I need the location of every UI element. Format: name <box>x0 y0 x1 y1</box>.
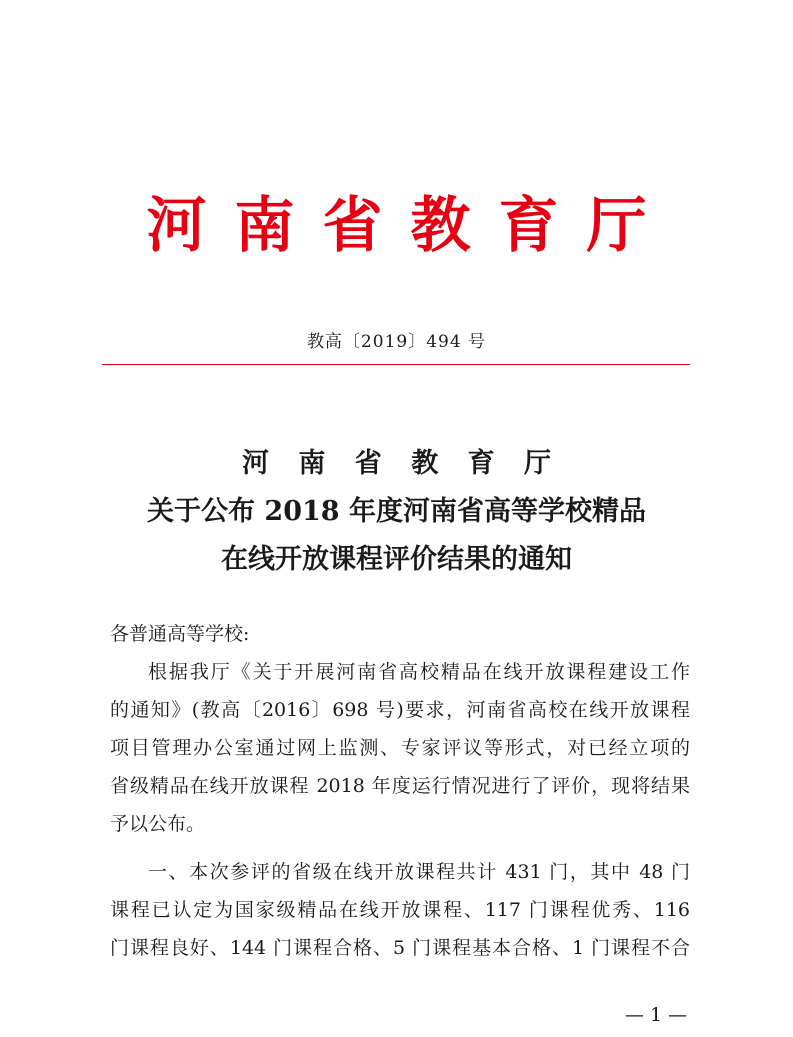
title-line-subject: 关于公布 2018 年度河南省高等学校精品 <box>147 496 646 527</box>
paragraph-1-line: 予以公布。 <box>110 813 206 835</box>
masthead-red-rule <box>102 364 690 365</box>
paragraph-2 <box>110 853 690 967</box>
title-line-subject-cont: 在线开放课程评价结果的通知 <box>221 544 572 575</box>
title-line-issuer: 河 南 省 教 育 厅 <box>242 448 561 479</box>
document-number: 教高〔2019〕494 号 <box>306 332 487 352</box>
paragraph-1-line: 根据我厅《关于开展河南省高校精品在线开放课程建设工作 <box>148 661 690 683</box>
paragraph-2-line: 门课程良好、144 门课程合格、5 门课程基本合格、1 门课程不合 <box>110 937 690 959</box>
paragraph-1-line: 项目管理办公室通过网上监测、专家评议等形式，对已经立项的 <box>110 737 690 759</box>
paragraph-1-line: 的通知》(教高〔2016〕698 号)要求，河南省高校在线开放课程 <box>110 699 690 721</box>
salutation: 各普通高等学校: <box>110 623 250 645</box>
paragraph-2-line: 课程已认定为国家级精品在线开放课程、117 门课程优秀、116 <box>110 899 690 921</box>
paragraph-2-line: 一、本次参评的省级在线开放课程共计 431 门，其中 48 门 <box>148 861 690 883</box>
masthead-issuer: 河南省教育厅 <box>146 191 675 261</box>
paragraph-1 <box>110 653 690 843</box>
document-title <box>0 440 793 584</box>
paragraph-1-line: 省级精品在线开放课程 2018 年度运行情况进行了评价，现将结果 <box>110 775 690 797</box>
page-number: — 1 — <box>624 1004 688 1026</box>
